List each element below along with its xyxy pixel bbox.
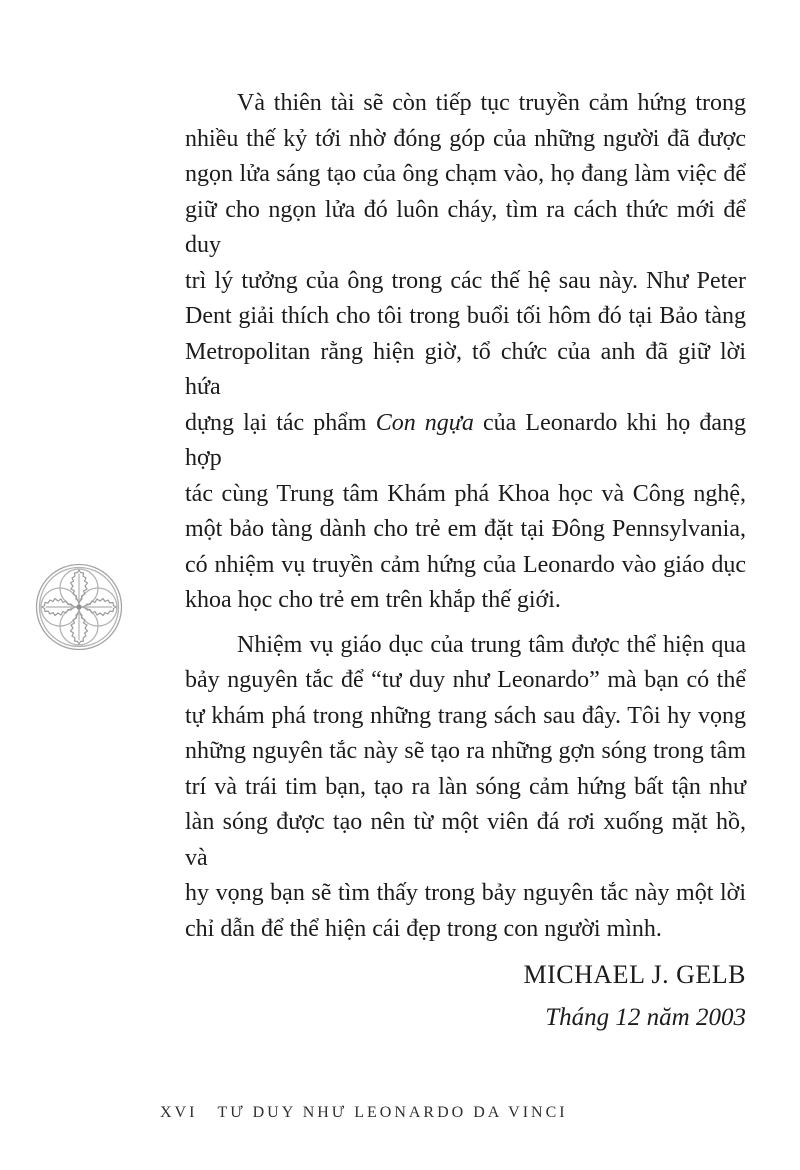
text-line: tác cùng Trung tâm Khám phá Khoa học và Công nghệ, bbox=[185, 480, 746, 507]
text-line: dựng lại tác phẩm Con ngựa của Leonardo khi họ đang hợp bbox=[185, 409, 746, 471]
text-line: hy vọng bạn sẽ tìm thấy trong bảy nguyên tắc này một lời bbox=[185, 880, 746, 906]
author-name: MICHAEL J. GELB bbox=[523, 960, 746, 989]
text-line: ngọn lửa sáng tạo của ông chạm vào, họ đang làm việc để bbox=[185, 161, 746, 187]
text-line: một bảo tàng dành cho trẻ em đặt tại Đông Pennsylvania, bbox=[185, 516, 746, 542]
running-book-title: TƯ DUY NHƯ LEONARDO DA VINCI bbox=[217, 1104, 568, 1121]
text-line: Dent giải thích cho tôi trong buổi tối hôm đó tại Bảo tàng bbox=[185, 303, 746, 329]
page-number: XVI bbox=[160, 1104, 198, 1121]
text-line: làn sóng được tạo nên từ một viên đá rơi xuống mặt hồ, và bbox=[185, 809, 746, 871]
rosette-ornament bbox=[33, 561, 125, 653]
text-line: có nhiệm vụ truyền cảm hứng của Leonardo vào giáo dục bbox=[185, 551, 746, 578]
text-line: nhiều thế kỷ tới nhờ đóng góp của những người đã được bbox=[185, 125, 746, 152]
text-line: giữ cho ngọn lửa đó luôn cháy, tìm ra cách thức mới để duy bbox=[185, 196, 746, 258]
text-line: Và thiên tài sẽ còn tiếp tục truyền cảm hứng trong bbox=[237, 90, 746, 116]
page-footer bbox=[160, 1104, 568, 1122]
text-line: bảy nguyên tắc để “tư duy như Leonardo” mà bạn có thể bbox=[185, 667, 746, 693]
signature-block bbox=[185, 955, 746, 1041]
text-line: Metropolitan rằng hiện giờ, tổ chức của anh đã giữ lời hứa bbox=[185, 338, 746, 400]
text-line: Nhiệm vụ giáo dục của trung tâm được thể hiện qua bbox=[237, 631, 746, 658]
text-line: trí và trái tim bạn, tạo ra làn sóng cảm hứng bất tận như bbox=[185, 773, 746, 800]
signature-date: Tháng 12 năm 2003 bbox=[545, 1004, 746, 1031]
text-line: trì lý tưởng của ông trong các thế hệ sau này. Như Peter bbox=[185, 267, 746, 294]
text-line: tự khám phá trong những trang sách sau đây. Tôi hy vọng bbox=[185, 702, 746, 729]
text-line: những nguyên tắc này sẽ tạo ra những gợn sóng trong tâm bbox=[185, 738, 746, 764]
text-line: khoa học cho trẻ em trên khắp thế giới. bbox=[185, 587, 561, 613]
paragraph bbox=[185, 86, 746, 619]
text-body bbox=[185, 86, 746, 1041]
paragraph bbox=[185, 628, 746, 948]
text-line: chỉ dẫn để thể hiện cái đẹp trong con người mình. bbox=[185, 915, 662, 942]
